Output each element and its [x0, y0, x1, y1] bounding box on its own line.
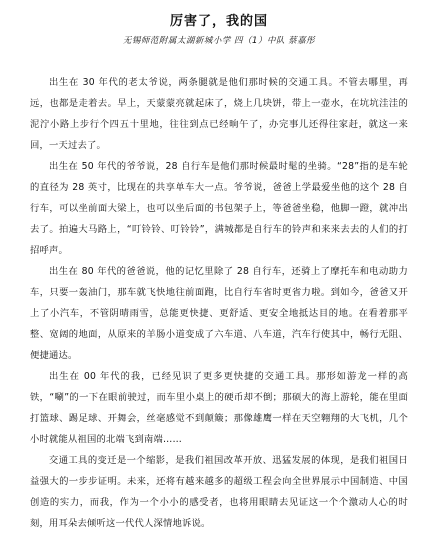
- paragraph-4: 出生在 00 年代的我，已经见识了更多更快捷的交通工具。那形如游龙一样的高铁，“唰”的一下在眼前驶过，而车里小桌上的硬币却不倒；那硕大的海上游轮，能在里面打篮球、踢足球、开舞会，丝毫感觉不到颠簸；那像雄鹰一样在天空翱翔的大飞机，几个小时就能从祖国的北端飞到南端……: [30, 371, 408, 445]
- paragraph-1: 出生在 30 年代的老太爷说，两条腿就是他们那时候的交通工具。不管去哪里，再远，也都是走着去。早上，天蒙蒙亮就起床了，烧上几块饼，带上一壶水，在坑坑洼洼的泥泞小路上步行个四五十里地，往往到点已经晌午了，办完事儿还得往家赶，就这一来回，一天过去了。: [30, 77, 408, 151]
- author-byline: 无锡师范附属太湖新城小学 四（1）中队 蔡嘉彤: [122, 36, 316, 46]
- essay-title: 厉害了，我的国: [169, 14, 268, 29]
- paragraph-5: 交通工具的变迁是一个缩影，是我们祖国改革开放、迅猛发展的体现，是我们祖国日益强大的一步步证明。未来，还将有越来越多的超级工程会向全世界展示中国制造、中国创造的实力，而我，作为一个小小的感受者，也将用眼睛去见证这一个个激动人心的时刻，用耳朵去倾听这一代代人深情地诉说。: [30, 455, 408, 529]
- paragraph-3: 出生在 80 年代的爸爸说，他的记忆里除了 28 自行车，还骑上了摩托车和电动助力车，只要一轰油门，那车就飞快地往前面跑，比自行车省时更省力啦。到如今，爸爸又开上了小汽车，不管阴晴雨雪，总能更快捷、更舒适、更安全地抵达目的地。在看着那平整、宽阔的地面，从原来的羊肠小道变成了六车道、八车道，汽车行使其中，畅行无阻、便捷通达。: [30, 266, 408, 361]
- paragraph-2: 出生在 50 年代的爷爷说，28 自行车是他们那时候最时髦的坐骑。“28”指的是车轮的直径为 28 英寸，比现在的共享单车大一点。爷爷说，爸爸上学最爱坐他的这个 28 自行车，可以坐前面大梁上，也可以坐后面的书包架子上，等爸爸坐稳，他脚一蹬，就冲出去了。拍遍大马路上，“叮铃铃、叮铃铃”，满城都是自行车的铃声和来来去去的人们的打招呼声。: [30, 161, 408, 256]
